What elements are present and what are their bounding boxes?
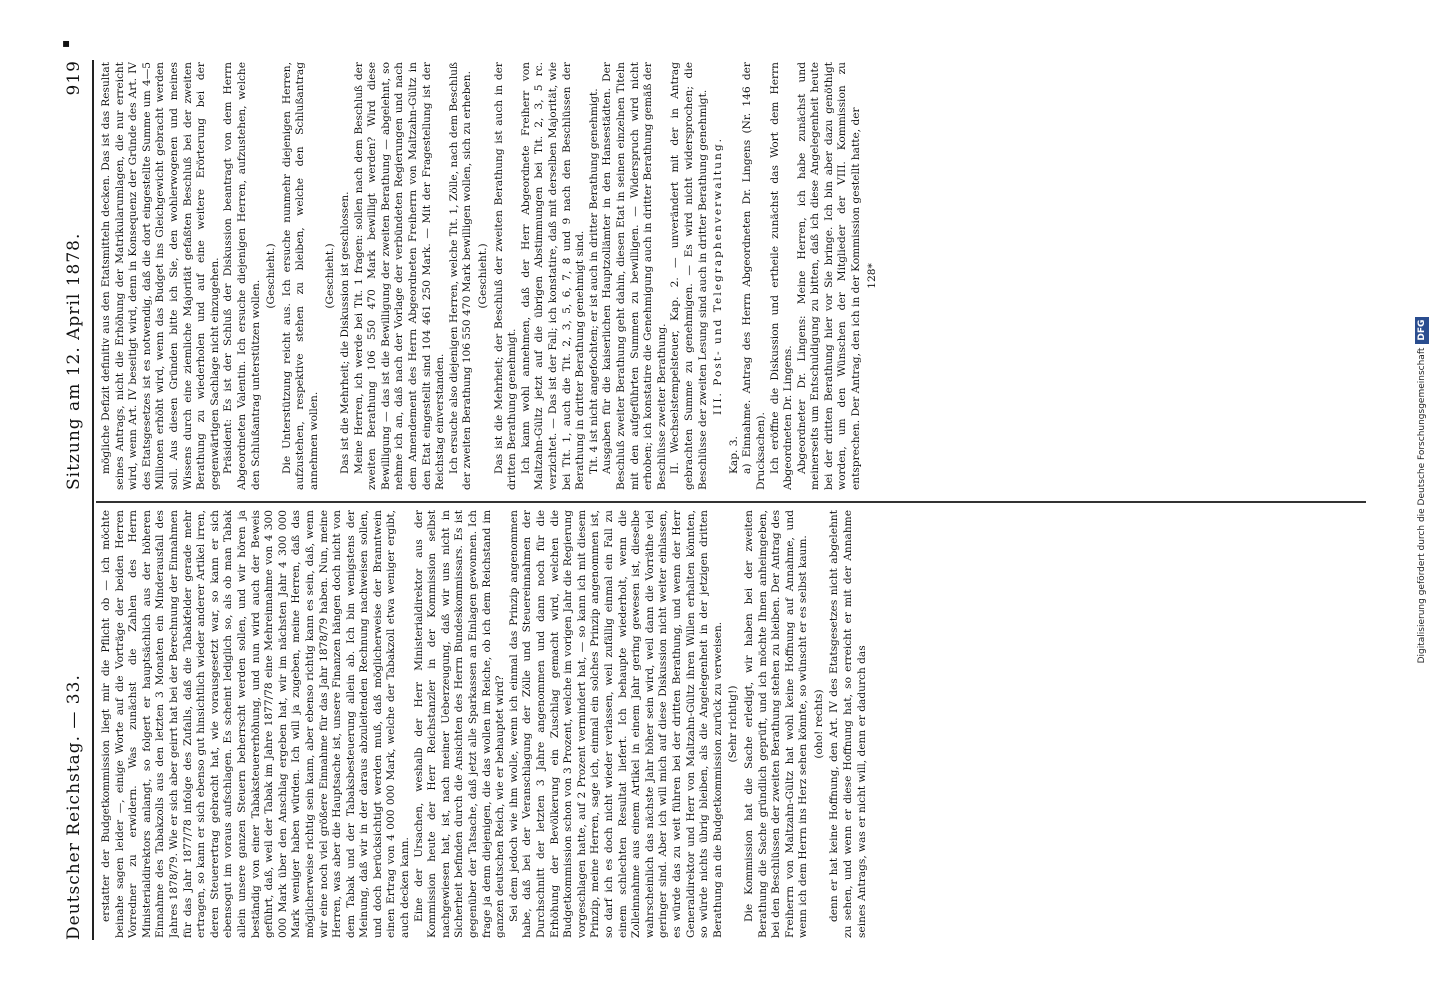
paragraph: Ich ersuche also diejenigen Herren, welche Tit. 1, Zölle, nach dem Beschluß der zweiten Berathung 106 550 470 Mark bewilligen wollen, sich zu erheben. <box>447 62 474 490</box>
section-heading: III. Post- und Telegraphenverwaltung. <box>712 137 725 415</box>
header-session: Sitzung am 12. April 1878. <box>64 232 84 490</box>
paragraph: a) Einnahme. Antrag des Herrn Abgeordneten Dr. Lingens (Nr. 146 der Drucksachen). <box>741 62 767 490</box>
header-publication: Deutscher Reichstag. — 33. <box>64 674 84 940</box>
paragraph: mögliche Defizit definitiv aus den Etatsmitteln decken. Das ist das Resultat seines Antrags, nicht die Erhöhung der Matrikularumlagen, die nur erreicht wird, wenn Art. IV beseitigt wird, denn in Konsequenz der Gründe des Art. IV des Etatsgesetzes ist es notwendig, daß die dort eingestellte Summe um 4—5 Millionen erhöht wird, wenn das Budget ins Gleichgewicht gebracht werden soll. Aus diesen Gründen bitte ich Sie, den wohlerwogenen und meines Wissens durch eine ziemliche Majorität gefaßten Beschluß bei der zweiten Berathung zu wiederholen und auf eine weitere Erörterung bei der gegenwärtigen Sachlage nicht einzugehen. <box>100 62 221 490</box>
interjection: (Geschieht.) <box>323 243 336 309</box>
paragraph: Die Kommission hat die Sache erledigt, wir haben bei der zweiten Berathung die Sache gründlich geprüft, und ich möchte Ihnen anheimgeben, bei den Beschlüssen der zweiten Berathung stehen zu bleiben. Der Antrag des Freiherrn von Maltzahn-Gültz hat wohl keine Hoffnung auf Annahme, und wenn ich dem Herrn ins Herz sehen könnte, so wünscht er es selbst kaum. <box>742 510 810 938</box>
paragraph: denn er hat keine Hoffnung, den Art. IV des Etatsgesetzes nicht abgelehnt zu sehen, und wenn er diese Hoffnung hat, so erreicht er mit der Annahme seines Antrags, was er nicht will, denn er dadurch das <box>828 510 868 938</box>
paragraph: Kap. 3. <box>727 436 740 474</box>
paragraph: Das ist die Mehrheit; der Beschluß der zweiten Berathung ist auch in der dritten Berathung genehmigt. <box>492 62 519 490</box>
paragraph: Ausgaben für die kaiserlichen Hauptzollämter in den Hansestädten. Der Beschluß zweiter Berathung geht dahin, diesen Etat in seinen einzelnen Titeln mit den aufgeführten Summen zu bewilligen. — Widerspruch wird nicht erhoben; ich konstatire die Genehmigung auch in dritter Berathung gemäß der Beschlüsse zweiter Berathung. <box>601 62 668 490</box>
header-page-number: 919 <box>64 60 84 96</box>
digitization-note-text: Digitalisierung gefördert durch die Deutsche Forschungsgemeinschaft <box>1417 347 1427 664</box>
paragraph: Abgeordneter Dr. Lingens: Meine Herren, ich habe zunächst und meinerseits um Entschuldigung zu bitten, daß ich diese Angelegenheit heute bei der dritten Berathung hier vor Sie bringe. Ich bin aber dazu genöthigt worden, um den Wünschen der Mitglieder der VIII. Kommission zu entsprechen. Der Antrag, den ich in der Kommission gestellt hatte, der <box>795 62 863 490</box>
paragraph: Tit. 4 ist nicht angefochten; er ist auch in dritter Berathung genehmigt. <box>587 88 600 474</box>
header-rule <box>92 60 94 940</box>
paragraph: Sei dem jedoch wie ihm wolle, wenn ich einmal das Prinzip angenommen habe, daß bei der Veranschlagung der Zölle und Steuereinnahmen der Durchschnitt der letzten 3 Jahre angenommen und dann noch für die Erhöhung der Bevölkerung ein Zuschlag gemacht wird, welchen die Budgetkommission schon von 3 Prozent, welche im vorigen Jahr die Regierung vorgeschlagen hatte, auf 2 Prozent vermindert hat, — so kann ich mit diesem Prinzip, meine Herren, sage ich, einmal ein solches Prinzip angenommen ist, so darf ich es doch nicht wieder verlassen, weil zufällig einmal ein Fall zu einem schlechten Resultat liefert. Ich behaupte wiederholt, wenn die Zolleinnahme aus einem Artikel in einem Jahr gering gewesen ist, dieselbe wahrscheinlich das nächste Jahr höher sein wird, weil dann die Vorräthe viel geringer sind. Aber ich will mich auf diese Diskussion nicht weiter einlassen, es würde das zu weit führen bei der dritten Berathung, und wenn der Herr Generaldirektor und Herr von Maltzahn-Gültz ihren Willen erhalten könnten, so würde nichts übrig bleiben, als die Angelegenheit in der jetzigen dritten Berathung an die Budgetkommission zurück zu verweisen. <box>507 510 724 938</box>
page-header <box>60 60 90 940</box>
digitization-strip <box>1408 0 1432 1000</box>
interjection: (Geschieht.) <box>265 243 278 309</box>
paragraph: Das ist die Mehrheit; die Diskussion ist geschlossen. <box>339 191 352 474</box>
sheet-signature: 128* <box>865 263 878 289</box>
interjection: (Geschieht.) <box>477 243 490 309</box>
column-divider <box>96 502 1366 504</box>
interjection: (oho! rechts) <box>812 689 825 759</box>
paragraph: Ich eröffne die Diskussion und ertheile zunächst das Wort dem Herrn Abgeordneten Dr. Lingens. <box>768 62 795 490</box>
paragraph: Meine Herren, ich werde bei Tit. 1 fragen: sollen nach dem Beschluß der zweiten Berathung 106 550 470 Mark bewilligt werden? Wird diese Bewilligung — das ist die Bewilligung der zweiten Berathung — abgelehnt, so nehme ich an, daß nach der Vorlage der verbündeten Regierungen und nach dem Amendement des Herrn Abgeordneten Freiherrn von Maltzahn-Gültz in den Etat eingestellt sind 104 461 250 Mark. — Mit der Fragestellung ist der Reichstag einverstanden. <box>352 62 447 490</box>
left-column <box>100 510 1370 938</box>
paragraph: Ich kann wohl annehmen, daß der Herr Abgeordnete Freiherr von Maltzahn-Gültz jetzt auf die übrigen Abstimmungen bei Tit. 2, 3, 5 rc. verzichtet. — Das ist der Fall; ich konstatire, daß mit derselben Majorität, wie bei Tit. 1, auch die Tit. 2, 3, 5, 6, 7, 8 und 9 nach den Beschlüssen der Berathung in dritter Berathung genehmigt sind. <box>519 62 587 490</box>
paragraph: Eine der Ursachen, weshalb der Herr Ministerialdirektor aus der Kommission heute der Herr Reichstanzler in der Kommission selbst nachgewiesen hat, ist, nach meiner Ueberzeugung, daß wir uns nicht in Sicherheit befinden durch die Ansichten des Herrn Bundeskommissars. Es ist gegenüber der Tatsache, daß jetzt alle Sparkassen an Einlagen gewonnen. Ich frage ja denn diejenigen, die das wollen im Reiche, ob ich dem Reichstand im ganzen deutschen Reich, wie er behauptet wird? <box>412 510 507 938</box>
paragraph: II. Wechselstempelsteuer, Kap. 2. — unverändert mit der in Antrag gebrachten Summe zu genehmigen. — Es wird nicht widersprochen; die Beschlüsse der zweiten Lesung sind auch in dritter Berathung genehmigt. <box>669 62 709 490</box>
paragraph: Präsident: Es ist der Schluß der Diskussion beantragt von dem Herrn Abgeordneten Valentin. Ich ersuche diejenigen Herren, aufzustehen, welche den Schlußantrag unterstützen wollen. <box>222 62 262 490</box>
paragraph: Die Unterstützung reicht aus. Ich ersuche nunmehr diejenigen Herren, aufzustehen, respektive stehen zu bleiben, welche den Schlußantrag annehmen wollen. <box>280 62 320 490</box>
dfg-logo: DFG <box>1415 317 1429 344</box>
interjection: (Sehr richtig!) <box>727 685 740 763</box>
margin-mark: ▪ <box>62 36 71 50</box>
paragraph: erstatter der Budgetkommission liegt mir die Pflicht ob — ich möchte beinahe sagen leider —, einige Worte auf die Vorträge der beiden Herren Vorredner zu erwidern. Was zunächst die Zahlen des Herrn Ministerialdirektors anlangt, so folgert er hauptsächlich aus der höheren Einnahme des Tabakzolls aus den letzten 3 Monaten ein Minderausfall des Jahres 1878/79. Wie er sich aber geirrt hat bei der Berechnung der Einnahmen für das Jahr 1877/78 infolge des Zufalls, daß die Tabakfelder gerade mehr ertragen, so kann er sich ebenso gut hinsichtlich wieder anderer Artikel irren, deren Steuerertrag gebracht hat, wie vorausgesetzt war, so kann er sich ebensogut im voraus aufschlagen. Es scheint lediglich so, als ob man Tabak allein unsere ganzen Steuern beherrscht werden sollen, und wir hören ja beständig von einer Tabaksteuererhöhung, und nun wird auch der Beweis geführt, daß, weil der Tabak im Jahre 1877/78 eine Mehreinnahme von 4 300 000 Mark über den Anschlag ergeben hat, wir im nächsten Jahr 4 300 000 Mark weniger haben würden. Ich will ja zugeben, meine Herren, daß das möglicherweise richtig sein kann, aber ebenso richtig kann es sein, daß, wenn wir eine noch viel größere Einnahme für das Jahr 1878/79 haben. Nun, meine Herren, was aber die Hauptsache ist, unsere Finanzen hängen doch nicht von dem Tabak und der Tabaksbesteuerung allein ab. Ich bin wenigstens der Meinung, daß wir in der daraus abzuleitenden Rechnung nachweisen sollen, und doch berücksichtigt werden muß, daß möglicherweise der Branntwein einen Ertrag von 4 000 000 Mark, welche der Tabakzoll etwa weniger ergibt, auch decken kann. <box>100 510 412 938</box>
right-column <box>100 62 1370 490</box>
digitization-note <box>1410 0 1432 990</box>
